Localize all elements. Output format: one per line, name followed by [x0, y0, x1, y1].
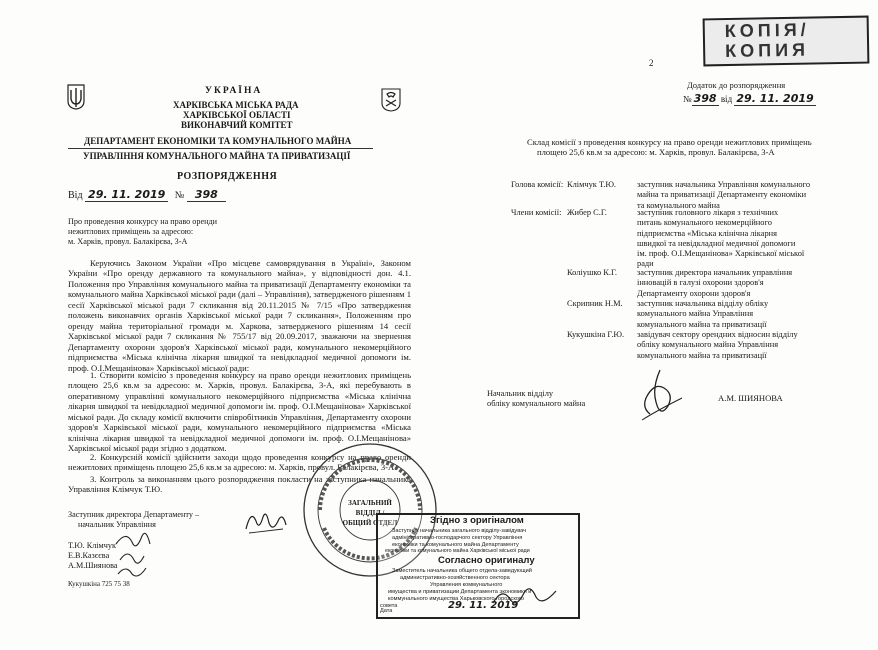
- position-line: комунального майна та приватизації: [637, 350, 767, 360]
- approval-1: Т.Ю. Клімчук: [68, 541, 116, 550]
- certify-ua-line: економіки та комунального майна Харківської міської ради: [385, 548, 530, 554]
- member-position-2: [637, 268, 792, 299]
- member-position-1: [637, 208, 804, 270]
- appendix-from-label: від: [720, 94, 733, 104]
- department-title: ДЕПАРТАМЕНТ ЕКОНОМІКИ ТА КОМУНАЛЬНОГО МАЙНА: [84, 136, 352, 146]
- position-line: інновацій в галузі охорони здоров'я: [637, 278, 764, 288]
- director-signature: [243, 507, 288, 537]
- signer-title-1: Заступник директора Департаменту –: [68, 510, 200, 519]
- position-line: підприємства «Міська клінічна лікарня: [637, 228, 777, 238]
- composition-title-2: площею 25,6 кв.м за адресою: м. Харків, провул. Балакірєва, 3-А: [537, 147, 775, 157]
- order-date: 29. 11. 2019: [85, 188, 168, 202]
- certify-ru-line: Заместитель начальника общего отдела-заведующий: [392, 568, 532, 574]
- order-number: 398: [187, 188, 226, 202]
- kharkiv-coat-of-arms-icon: [381, 88, 401, 112]
- chief-name: А.М. ШИЯНОВА: [718, 393, 783, 403]
- appendix-date: 29. 11. 2019: [736, 92, 814, 105]
- copy-stamp-line-1: КОПІЯ/: [724, 19, 810, 42]
- item-2-paragraph: 2. Конкурсній комісії здійснити заходи щодо проведення конкурсу на право оренди нежитлових приміщень площею 25,6 кв.м за адресою: м. Харків, провул. Балакірєва, 3-А.: [68, 452, 411, 473]
- chief-title-2: обліку комунального майна: [487, 399, 586, 408]
- copy-stamp: [703, 16, 870, 67]
- position-line: заступник головного лікаря з технічних: [637, 208, 779, 217]
- appendix-number: 398: [693, 92, 717, 105]
- position-line: обліку комунального майна Управління: [637, 340, 779, 350]
- position-line: ім. проф. О.І.Мещанінова» Харківської міської: [637, 249, 805, 258]
- member-name-3: Скрипник Н.М.: [567, 299, 623, 308]
- certify-ru-line: административно-хозяйственного сектора: [400, 575, 510, 581]
- header-divider: [68, 148, 373, 149]
- member-name-1: Жибер С.Г.: [567, 208, 607, 217]
- chief-signature: [638, 368, 686, 424]
- approval-signatures: [112, 530, 157, 580]
- copy-stamp-line-2: КОПИЯ: [724, 39, 810, 62]
- position-line: швидкої та невідкладної медичної допомоги: [637, 238, 796, 248]
- certify-date-label: Дата: [380, 608, 393, 614]
- certify-title-ua: Згідно з оригіналом: [430, 515, 524, 526]
- position-line: заступник директора начальник управління: [637, 268, 793, 277]
- appendix-title: Додаток до розпорядження: [687, 80, 786, 90]
- member-name-2: Коліушко К.Г.: [567, 268, 617, 277]
- trident-emblem-icon: [67, 84, 85, 110]
- from-label: Від: [68, 190, 83, 201]
- position-line: майна та приватизації Департаменту економіки: [637, 190, 807, 200]
- member-name-4: Кукушкіна Г.Ю.: [567, 330, 625, 339]
- member-position-4: [637, 330, 798, 361]
- country-title: УКРАЇНА: [205, 86, 263, 96]
- position-line: комунального майна та приватизації: [637, 319, 767, 329]
- position-line: ради: [637, 259, 654, 269]
- certify-ua-line: Заступник начальника загального відділу-завідувач: [392, 528, 527, 534]
- item-3-paragraph: 3. Контроль за виконанням цього розпорядження покласти на заступника начальника Управління Клімчук Т.Ю.: [68, 474, 411, 495]
- appendix-ref-line: [683, 93, 816, 105]
- number-label: №: [174, 190, 185, 201]
- round-stamp-line-3: ОБЩИЙ ОТДЕЛ: [342, 519, 398, 527]
- division-title: УПРАВЛІННЯ КОМУНАЛЬНОГО МАЙНА ТА ПРИВАТИЗАЦІЇ: [83, 151, 351, 161]
- preamble-paragraph: Керуючись Законом України «Про місцеве самоврядування в Україні», Законом України «Про оренду державного та комунального майна», у відповідності дон. 4.1. Положення про Управління комунального майна та приватизації Департаменту економіки та комунального майна Харківської міської ради (далі – Управління), затвердженого рішенням 1 сесії Харківської міської ради 7 скликання від 20.11.2015 № 7/15 «Про затвердження положень виконавчих органів Харківської міської ради 7 скликання», Положенням про оренду майна територіальної громади м. Харкова, затвердженого рішенням 14 сесії Харківської міської ради 7 скликання № 755/17 від 20.09.2017, зважаючи на звернення Департаменту охорони здоров'я Харківської міської ради, комунального некомерційного підприємства «Міська клінічна лікарня швидкої та невідкладної медичної допомоги ім. проф. О.І.Мещанінова» Харківської міської ради:: [68, 258, 411, 373]
- item-1-paragraph: 1. Створити комісію з проведення конкурсу на право оренди нежитлових приміщень площею 25,6 кв.м за адресою: м. Харків, провул. Балакірєва, 3-А, які перебувають в оперативному управлінні комунального некомерційного підприємства «Міська клінічна лікарня швидкої та невідкладної медичної допомоги ім. проф. О.І.Мещанінова» Харківської міської ради. До складу комісії включити співробітників Управління, Департаменту охорони здоров'я Харківської міської ради, комунального некомерційного підприємства «Міська клінічна лікарня швидкої та невідкладної медичної допомоги ім. проф. О.І.Мещанінова» Харківської міської ради згідно з додатком.: [68, 370, 411, 454]
- position-line: завідувач сектору орендних відносин відділу: [637, 330, 798, 339]
- certify-ua-line: економіки та комунального майна Департаменту: [392, 542, 519, 548]
- round-stamp-line-1: ЗАГАЛЬНИЙ: [348, 499, 392, 507]
- certify-ru-line: коммунального имущества Харьковского городского: [388, 596, 524, 602]
- certify-signature: [490, 583, 560, 611]
- approval-3: А.М.Шиянова: [68, 561, 118, 570]
- certify-ru-line: Управления коммунального: [430, 582, 503, 588]
- member-name-0: Клімчук Т.Ю.: [567, 180, 617, 189]
- signer-title-2: начальник Управління: [78, 520, 156, 529]
- subject-line-3: м. Харків, провул. Балакірєва, 3-А: [68, 237, 188, 246]
- subject-line-1: Про проведення конкурсу на право оренди: [68, 217, 218, 226]
- subject-line-2: нежитлових приміщень за адресою:: [68, 227, 194, 236]
- position-line: комунального майна Управління: [637, 309, 754, 319]
- position-line: Департаменту охорони здоров'я: [637, 288, 751, 298]
- council-title: ХАРКІВСЬКА МІСЬКА РАДА: [173, 100, 299, 110]
- page-number: 2: [649, 58, 654, 68]
- position-line: та комунального майна: [637, 200, 720, 210]
- certify-title-ru: Согласно оригиналу: [438, 555, 535, 566]
- certify-ru-line: совета: [380, 603, 398, 609]
- approval-2: Е.В.Казєєва: [68, 551, 110, 560]
- member-position-0: [637, 180, 810, 211]
- member-position-3: [637, 299, 768, 330]
- composition-title-1: Склад комісії з проведення конкурсу на право оренди нежитлових приміщень: [527, 137, 812, 147]
- certify-date: 29. 11. 2019: [448, 600, 519, 611]
- position-line: питань комунального некомерційного: [637, 218, 772, 228]
- position-line: заступник начальника Управління комунального: [637, 180, 811, 189]
- member-role-0: Голова комісії:: [511, 180, 564, 189]
- document-type: РОЗПОРЯДЖЕННЯ: [177, 171, 278, 182]
- oblast-title: ХАРКІВСЬКОЇ ОБЛАСТІ: [183, 110, 291, 120]
- appendix-number-label: №: [683, 94, 692, 104]
- committee-title: ВИКОНАВЧИЙ КОМІТЕТ: [181, 120, 293, 130]
- certify-ua-line: адміністративно-господарчого сектору Управління: [392, 535, 523, 541]
- chief-title-1: Начальник відділу: [487, 389, 554, 398]
- position-line: заступник начальника відділу обліку: [637, 299, 769, 308]
- certify-ru-line: имущества и приватизации Департамента экономики и: [388, 589, 532, 595]
- executor-line: Кукушкіна 725 75 38: [68, 580, 130, 588]
- date-line: [68, 189, 226, 201]
- round-stamp-line-2: ВІДДІЛ /: [355, 509, 385, 517]
- member-role-1: Члени комісії:: [511, 208, 562, 217]
